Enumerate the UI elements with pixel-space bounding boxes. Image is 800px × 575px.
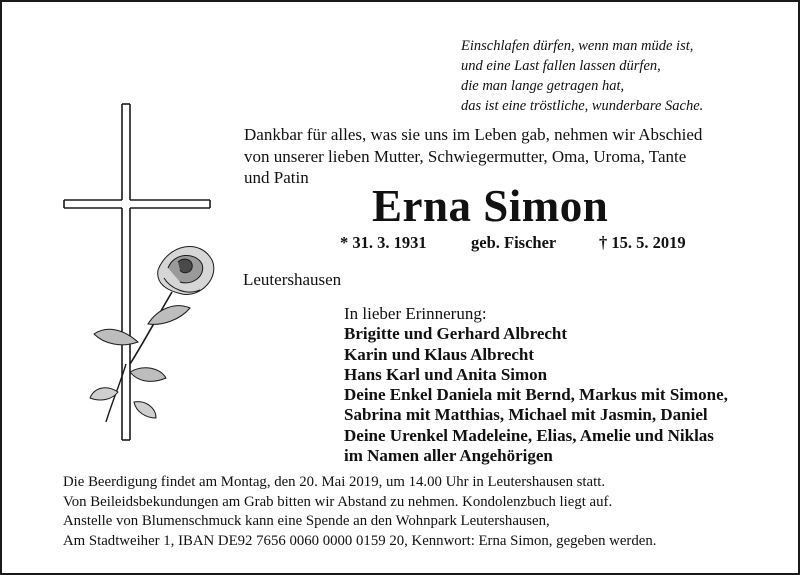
mourner-line: Sabrina mit Matthias, Michael mit Jasmin, Daniel (344, 405, 708, 425)
death-date: † 15. 5. 2019 (599, 233, 686, 252)
poem-line: und eine Last fallen lassen dürfen, (461, 58, 661, 74)
poem (461, 36, 791, 116)
footer-line: Von Beileidsbekundungen am Grab bitten wir Abstand zu nehmen. Kondolenzbuch liegt auf. (63, 493, 613, 510)
rose-icon (90, 247, 214, 422)
poem-line: Einschlafen dürfen, wenn man müde ist, (461, 38, 694, 54)
deceased-name: Erna Simon (372, 181, 609, 231)
footer-line: Anstelle von Blumenschmuck kann eine Spende an den Wohnpark Leutershausen, (63, 513, 550, 529)
birth-date: * 31. 3. 1931 (340, 233, 427, 252)
mourners-lead: In lieber Erinnerung: (344, 304, 487, 323)
place: Leutershausen (243, 270, 342, 289)
funeral-info (63, 473, 793, 551)
mourner-line: Brigitte und Gerhard Albrecht (344, 324, 568, 344)
mourner-line: im Namen aller Angehörigen (344, 446, 553, 466)
mourner-line: Hans Karl und Anita Simon (344, 364, 548, 384)
intro-line: von unserer lieben Mutter, Schwiegermutter, Oma, Uroma, Tante (244, 146, 687, 166)
maiden-name: geb. Fischer (471, 233, 557, 252)
mourner-line: Deine Urenkel Madeleine, Elias, Amelie und Niklas (344, 425, 714, 445)
poem-line: die man lange getragen hat, (461, 78, 625, 94)
footer-line: Die Beerdigung findet am Montag, den 20. Mai 2019, um 14.00 Uhr in Leutershausen statt. (63, 474, 606, 490)
mourner-line: Karin und Klaus Albrecht (344, 344, 535, 364)
footer-line: Am Stadtweiher 1, IBAN DE92 7656 0060 0000 0159 20, Kennwort: Erna Simon, gegeben werden. (63, 532, 657, 549)
cross-and-rose-illustration (60, 102, 230, 447)
intro-line: und Patin (244, 168, 309, 187)
poem-line: das ist eine tröstliche, wunderbare Sache. (461, 98, 704, 114)
mourner-line: Deine Enkel Daniela mit Bernd, Markus mit Simone, (344, 385, 728, 405)
mourners-list (344, 304, 784, 466)
intro-line: Dankbar für alles, was sie uns im Leben gab, nehmen wir Abschied (244, 125, 703, 144)
